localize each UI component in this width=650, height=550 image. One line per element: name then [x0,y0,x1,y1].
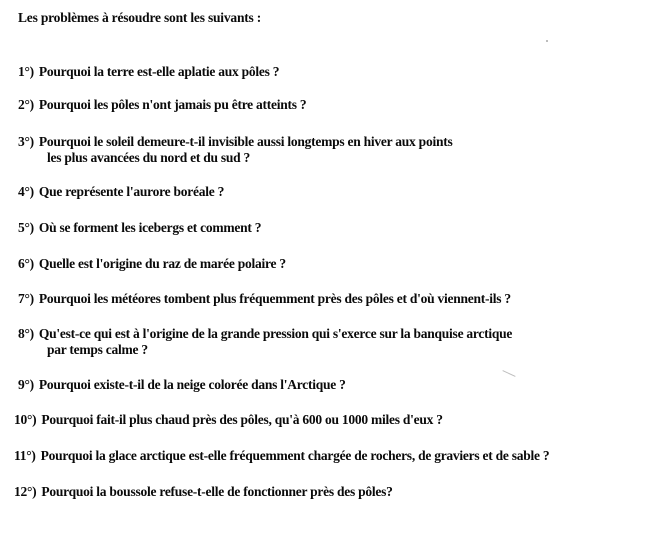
question-4 [18,184,224,200]
question-number: 6°) [18,256,34,271]
question-text: Quelle est l'origine du raz de marée polaire ? [38,256,286,271]
question-5 [18,220,261,236]
question-number: 5°) [18,220,34,235]
question-number: 9°) [18,377,34,392]
question-text-continuation: les plus avancées du nord et du sud ? [47,150,251,165]
question-8 [18,326,512,358]
question-number: 2°) [18,97,34,112]
question-number: 1°) [18,64,34,79]
question-1 [18,64,279,80]
question-number: 4°) [18,184,34,199]
question-number: 8°) [18,326,34,341]
question-text: Pourquoi la glace arctique est-elle fréquemment chargée de rochers, de graviers et de sable ? [40,448,550,463]
question-number: 3°) [18,134,34,149]
question-2 [18,97,306,113]
question-text: Qu'est-ce qui est à l'origine de la grande pression qui s'exerce sur la banquise arctique [38,326,513,341]
question-text: Pourquoi fait-il plus chaud près des pôles, qu'à 600 ou 1000 miles d'eux ? [41,412,443,427]
question-6 [18,256,286,272]
scan-speck [502,370,515,377]
question-text: Où se forment les icebergs et comment ? [38,220,262,235]
question-text-continuation: par temps calme ? [47,342,148,357]
question-text: Pourquoi les pôles n'ont jamais pu être atteints ? [38,97,307,112]
question-text: Pourquoi la terre est-elle aplatie aux pôles ? [38,64,280,79]
question-10 [14,412,443,428]
question-number: 11°) [14,448,36,463]
question-9 [18,377,346,393]
question-text: Pourquoi la boussole refuse-t-elle de fonctionner près des pôles? [41,484,393,499]
question-3 [18,134,452,166]
question-number: 10°) [14,412,37,427]
question-12 [14,484,393,500]
question-text: Pourquoi les météores tombent plus fréquemment près des pôles et d'où viennent-ils ? [38,291,511,306]
scan-speck [546,40,548,42]
question-number: 7°) [18,291,34,306]
question-text: Que représente l'aurore boréale ? [38,184,225,199]
document-heading: Les problèmes à résoudre sont les suivants : [18,10,262,25]
question-text: Pourquoi existe-t-il de la neige colorée dans l'Arctique ? [38,377,346,392]
question-text: Pourquoi le soleil demeure-t-il invisible aussi longtemps en hiver aux points [38,134,453,149]
question-number: 12°) [14,484,37,499]
question-11 [14,448,549,464]
question-7 [18,291,511,307]
